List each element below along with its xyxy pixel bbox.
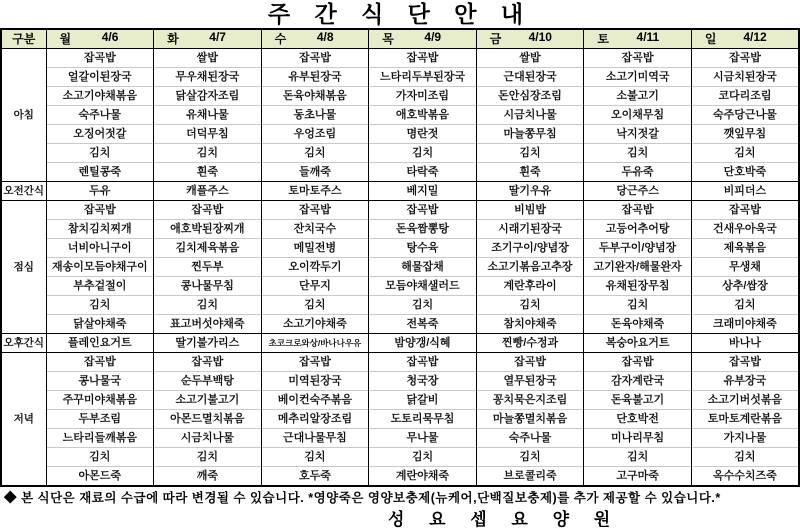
- menu-item-cell: 흰죽: [476, 162, 584, 181]
- menu-item-cell: 유채나물: [154, 105, 262, 124]
- menu-item-cell: 명란젓: [369, 124, 477, 143]
- day-name: 수: [274, 32, 287, 47]
- day-header-4: [369, 29, 477, 48]
- menu-row: [1, 295, 799, 314]
- day-header-1: [46, 29, 154, 48]
- menu-item-cell: 잡곡밥: [369, 48, 477, 67]
- menu-item-cell: 김치: [261, 447, 369, 466]
- menu-item-cell: 도토리묵무침: [369, 409, 477, 428]
- menu-item-cell: 아몬드멸치볶음: [154, 409, 262, 428]
- menu-item-cell: 시금치나물: [154, 428, 262, 447]
- menu-item-cell: 베지밀: [369, 181, 477, 200]
- menu-item-cell: 쌀밥: [154, 48, 262, 67]
- day-date: 4/8: [316, 30, 334, 45]
- menu-item-cell: 잡곡밥: [46, 48, 154, 67]
- menu-row: [1, 162, 799, 181]
- menu-item-cell: 캐플주스: [154, 181, 262, 200]
- menu-row: [1, 257, 799, 276]
- menu-item-cell: 미나리무침: [584, 428, 692, 447]
- menu-item-cell: 호두죽: [261, 466, 369, 486]
- menu-row: [1, 428, 799, 447]
- menu-item-cell: 크래미야채죽: [691, 314, 799, 333]
- menu-item-cell: 토마토주스: [261, 181, 369, 200]
- menu-item-cell: 재송이모듬야채구이: [46, 257, 154, 276]
- menu-item-cell: 단호박전: [584, 409, 692, 428]
- menu-item-cell: 해물잡채: [369, 257, 477, 276]
- menu-item-cell: 잡곡밥: [261, 352, 369, 371]
- menu-row: [1, 276, 799, 295]
- menu-item-cell: 시래기된장국: [476, 219, 584, 238]
- menu-item-cell: 바나나: [691, 333, 799, 352]
- menu-row: [1, 200, 799, 219]
- menu-item-cell: 가자미조림: [369, 86, 477, 105]
- menu-item-cell: 닭살감자조림: [154, 86, 262, 105]
- day-name: 토: [597, 32, 609, 47]
- menu-item-cell: 닭갈비: [369, 390, 477, 409]
- menu-item-cell: 코다리조림: [691, 86, 799, 105]
- menu-item-cell: 가지나물: [691, 428, 799, 447]
- menu-item-cell: 돈육불고기: [584, 390, 692, 409]
- menu-item-cell: 비피더스: [691, 181, 799, 200]
- menu-item-cell: 순두부백탕: [154, 371, 262, 390]
- menu-item-cell: 소고기볶음고추장: [476, 257, 584, 276]
- menu-item-cell: 마늘쫑무침: [476, 124, 584, 143]
- menu-item-cell: 김치: [369, 143, 477, 162]
- day-date: 4/7: [209, 30, 226, 45]
- menu-item-cell: 참치김치찌개: [46, 219, 154, 238]
- menu-item-cell: 복숭아요거트: [584, 333, 692, 352]
- menu-row: [1, 48, 799, 67]
- section-label-lunch: 점심: [1, 200, 46, 333]
- menu-item-cell: 무나물: [369, 428, 477, 447]
- menu-item-cell: 옥수수치즈죽: [691, 466, 799, 486]
- menu-item-cell: 소고기버섯볶음: [691, 390, 799, 409]
- menu-item-cell: 김치: [691, 295, 799, 314]
- menu-item-cell: 찐빵/수정과: [476, 333, 584, 352]
- day-header-6: [584, 29, 692, 48]
- menu-item-cell: 느타리두부된장국: [369, 67, 477, 86]
- menu-row: [1, 409, 799, 428]
- menu-item-cell: 낙지젓갈: [584, 124, 692, 143]
- menu-item-cell: 꽁치묵은지조림: [476, 390, 584, 409]
- menu-item-cell: 돈안심장조림: [476, 86, 584, 105]
- menu-table: [0, 28, 800, 487]
- menu-item-cell: 잡곡밥: [369, 352, 477, 371]
- section-label-breakfast: 아침: [1, 48, 46, 181]
- menu-item-cell: 계란야채죽: [369, 466, 477, 486]
- menu-item-cell: 잡곡밥: [46, 352, 154, 371]
- day-date: 4/9: [424, 30, 442, 45]
- menu-item-cell: 김치: [46, 447, 154, 466]
- menu-item-cell: 고구마죽: [584, 466, 692, 486]
- menu-item-cell: 오이깍두기: [261, 257, 369, 276]
- menu-item-cell: 잡곡밥: [584, 352, 692, 371]
- menu-item-cell: 너비아니구이: [46, 238, 154, 257]
- menu-item-cell: 김치: [154, 447, 262, 466]
- menu-item-cell: 유부장국: [691, 371, 799, 390]
- menu-item-cell: 초코크로와상/바나나우유: [261, 333, 369, 352]
- menu-item-cell: 소고기야채죽: [261, 314, 369, 333]
- day-name: 월: [59, 32, 72, 47]
- menu-item-cell: 메밀전병: [261, 238, 369, 257]
- menu-item-cell: 청국장: [369, 371, 477, 390]
- menu-item-cell: 상추/쌈장: [691, 276, 799, 295]
- menu-item-cell: 조기구이/양념장: [476, 238, 584, 257]
- menu-item-cell: 시금치된장국: [691, 67, 799, 86]
- day-name: 목: [382, 32, 394, 47]
- menu-item-cell: 잡곡밥: [154, 352, 262, 371]
- menu-item-cell: 잡곡밥: [691, 200, 799, 219]
- menu-item-cell: 숙주나물: [476, 428, 584, 447]
- menu-row: [1, 86, 799, 105]
- menu-item-cell: 두부구이/양념장: [584, 238, 692, 257]
- menu-item-cell: 깨죽: [154, 466, 262, 486]
- menu-item-cell: 잔치국수: [261, 219, 369, 238]
- menu-item-cell: 잡곡밥: [691, 352, 799, 371]
- menu-item-cell: 김치: [46, 295, 154, 314]
- menu-item-cell: 잡곡밥: [46, 200, 154, 219]
- menu-item-cell: 감자계란국: [584, 371, 692, 390]
- menu-row: [1, 447, 799, 466]
- day-header-5: [476, 29, 584, 48]
- menu-item-cell: 밤양갱/식혜: [369, 333, 477, 352]
- day-header-7: [691, 29, 799, 48]
- menu-item-cell: 소불고기: [584, 86, 692, 105]
- menu-item-cell: 소고기불고기: [154, 390, 262, 409]
- footer-note: ◆ 본 식단은 재료의 수급에 따라 변경될 수 있습니다. *영양죽은 영양보충제(뉴케어,단백질보충제)를 추가 제공할 수 있습니다.*: [4, 490, 721, 505]
- menu-item-cell: 두부조림: [46, 409, 154, 428]
- menu-item-cell: 김치: [691, 447, 799, 466]
- day-date: 4/10: [528, 30, 552, 45]
- menu-item-cell: 브로콜리죽: [476, 466, 584, 486]
- menu-item-cell: 잡곡밥: [476, 352, 584, 371]
- menu-row: [1, 238, 799, 257]
- menu-item-cell: 미역된장국: [261, 371, 369, 390]
- menu-item-cell: 느타리들깨볶음: [46, 428, 154, 447]
- menu-item-cell: 모듬야채샐러드: [369, 276, 477, 295]
- menu-item-cell: 무생채: [691, 257, 799, 276]
- menu-item-cell: 소고기미역국: [584, 67, 692, 86]
- facility-name: 성 요 셉 요 양 원: [388, 509, 621, 529]
- menu-row: [1, 333, 799, 352]
- page-title: 주 간 식 단 안 내: [267, 1, 533, 27]
- menu-item-cell: 두유죽: [584, 162, 692, 181]
- menu-item-cell: 제육볶음: [691, 238, 799, 257]
- menu-item-cell: 더덕무침: [154, 124, 262, 143]
- section-label-dinner: 저녁: [1, 352, 46, 486]
- menu-item-cell: 근대나물무침: [261, 428, 369, 447]
- menu-item-cell: 전복죽: [369, 314, 477, 333]
- menu-row: [1, 67, 799, 86]
- menu-item-cell: 비빔밥: [476, 200, 584, 219]
- menu-item-cell: 고기완자/해물완자: [584, 257, 692, 276]
- menu-item-cell: 건새우아욱국: [691, 219, 799, 238]
- menu-item-cell: 김치: [46, 143, 154, 162]
- menu-item-cell: 김치: [476, 447, 584, 466]
- menu-row: [1, 314, 799, 333]
- menu-item-cell: 두유: [46, 181, 154, 200]
- menu-row: [1, 371, 799, 390]
- menu-item-cell: 잡곡밥: [369, 200, 477, 219]
- day-header-3: [261, 29, 369, 48]
- menu-item-cell: 무우채된장국: [154, 67, 262, 86]
- menu-item-cell: 깻잎무침: [691, 124, 799, 143]
- menu-item-cell: 표고버섯야채죽: [154, 314, 262, 333]
- menu-item-cell: 고등어추어탕: [584, 219, 692, 238]
- menu-item-cell: 오이채무침: [584, 105, 692, 124]
- menu-item-cell: 김치제육볶음: [154, 238, 262, 257]
- menu-item-cell: 김치: [691, 143, 799, 162]
- menu-item-cell: 잡곡밥: [584, 48, 692, 67]
- menu-item-cell: 잡곡밥: [261, 200, 369, 219]
- menu-item-cell: 시금치나물: [476, 105, 584, 124]
- menu-item-cell: 잡곡밥: [691, 48, 799, 67]
- menu-item-cell: 돈육야채볶음: [261, 86, 369, 105]
- menu-item-cell: 플레인요거트: [46, 333, 154, 352]
- section-label-morning-snack: 오전간식: [1, 181, 46, 200]
- menu-item-cell: 김치: [154, 143, 262, 162]
- menu-item-cell: 주꾸미야채볶음: [46, 390, 154, 409]
- menu-item-cell: 숙주나물: [46, 105, 154, 124]
- category-header: 구분: [1, 29, 46, 48]
- day-date: 4/12: [743, 30, 767, 45]
- menu-item-cell: 당근주스: [584, 181, 692, 200]
- menu-item-cell: 김치: [261, 143, 369, 162]
- menu-item-cell: 잡곡밥: [261, 48, 369, 67]
- day-name: 일: [704, 32, 717, 47]
- menu-item-cell: 애호박볶음: [369, 105, 477, 124]
- menu-item-cell: 동초나물: [261, 105, 369, 124]
- day-date: 4/6: [101, 30, 119, 45]
- menu-item-cell: 탕수육: [369, 238, 477, 257]
- menu-item-cell: 돈육짬뽕탕: [369, 219, 477, 238]
- menu-item-cell: 유채된장무침: [584, 276, 692, 295]
- day-header-2: [154, 29, 262, 48]
- menu-item-cell: 계란후라이: [476, 276, 584, 295]
- menu-item-cell: 잡곡밥: [154, 200, 262, 219]
- menu-row: [1, 352, 799, 371]
- menu-item-cell: 김치: [476, 143, 584, 162]
- menu-item-cell: 콩나물무침: [154, 276, 262, 295]
- menu-item-cell: 메추리알장조림: [261, 409, 369, 428]
- menu-row: [1, 105, 799, 124]
- day-date: 4/11: [636, 30, 660, 45]
- menu-row: [1, 219, 799, 238]
- menu-row: [1, 181, 799, 200]
- menu-row: [1, 124, 799, 143]
- menu-item-cell: 단호박죽: [691, 162, 799, 181]
- menu-item-cell: 얼갈이된장국: [46, 67, 154, 86]
- menu-item-cell: 참치야채죽: [476, 314, 584, 333]
- table-header-row: [1, 29, 799, 48]
- menu-item-cell: 토마토계란볶음: [691, 409, 799, 428]
- menu-item-cell: 렌틸콩죽: [46, 162, 154, 181]
- menu-item-cell: 우엉조림: [261, 124, 369, 143]
- menu-item-cell: 김치: [369, 295, 477, 314]
- menu-item-cell: 돈육야채죽: [584, 314, 692, 333]
- menu-item-cell: 잡곡밥: [584, 200, 692, 219]
- menu-item-cell: 애호박된장찌개: [154, 219, 262, 238]
- menu-item-cell: 베이컨숙주볶음: [261, 390, 369, 409]
- menu-item-cell: 찐두부: [154, 257, 262, 276]
- menu-item-cell: 단무지: [261, 276, 369, 295]
- menu-row: [1, 143, 799, 162]
- menu-item-cell: 콩나물국: [46, 371, 154, 390]
- section-label-afternoon-snack: 오후간식: [1, 333, 46, 352]
- menu-item-cell: 들깨죽: [261, 162, 369, 181]
- menu-item-cell: 김치: [476, 295, 584, 314]
- menu-item-cell: 김치: [584, 143, 692, 162]
- menu-item-cell: 오징어젓갈: [46, 124, 154, 143]
- menu-item-cell: 숙주당근나물: [691, 105, 799, 124]
- menu-item-cell: 타락죽: [369, 162, 477, 181]
- menu-row: [1, 466, 799, 486]
- menu-item-cell: 김치: [369, 447, 477, 466]
- menu-item-cell: 흰죽: [154, 162, 262, 181]
- menu-item-cell: 김치: [154, 295, 262, 314]
- menu-item-cell: 닭살야채죽: [46, 314, 154, 333]
- menu-item-cell: 쌀밥: [476, 48, 584, 67]
- menu-item-cell: 소고기야채볶음: [46, 86, 154, 105]
- menu-table-body: [1, 48, 799, 486]
- menu-item-cell: 근대된장국: [476, 67, 584, 86]
- menu-item-cell: 김치: [584, 447, 692, 466]
- menu-item-cell: 딸기불가리스: [154, 333, 262, 352]
- menu-item-cell: 마늘쫑멸치볶음: [476, 409, 584, 428]
- day-name: 화: [167, 32, 179, 47]
- menu-item-cell: 부추겉절이: [46, 276, 154, 295]
- menu-item-cell: 열무된장국: [476, 371, 584, 390]
- menu-item-cell: 유부된장국: [261, 67, 369, 86]
- menu-item-cell: 김치: [584, 295, 692, 314]
- menu-item-cell: 아몬드죽: [46, 466, 154, 486]
- menu-item-cell: 딸기우유: [476, 181, 584, 200]
- day-name: 금: [489, 32, 502, 47]
- menu-row: [1, 390, 799, 409]
- menu-item-cell: 김치: [261, 295, 369, 314]
